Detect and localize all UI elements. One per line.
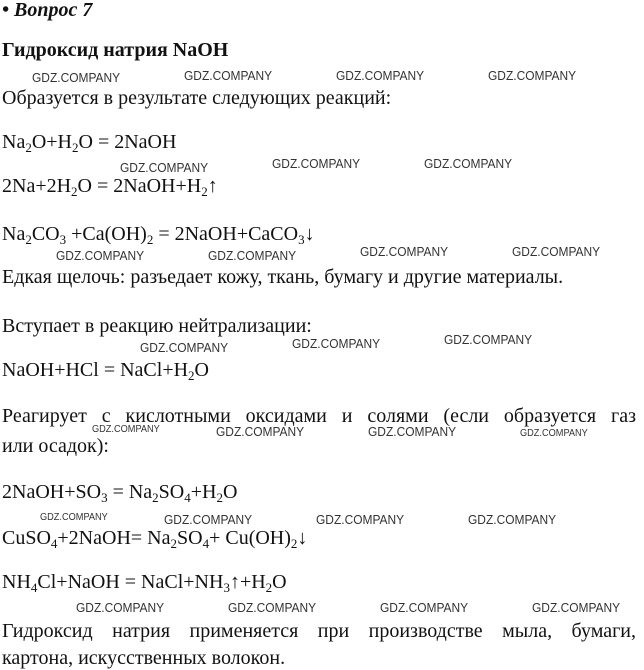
watermark: GDZ.COMPANY [32, 70, 121, 85]
question-heading: • Вопрос 7 [2, 0, 93, 21]
neutralization-text: Вступает в реакцию нейтрализации: [2, 315, 312, 337]
usage-text: Гидроксид натрия применяется при производстве мыла, бумаги, [2, 620, 636, 642]
watermark: GDZ.COMPANY [216, 424, 305, 439]
watermark: GDZ.COMPANY [368, 424, 457, 439]
reaction-7: $NH_4Cl+NaOH$ = $NaCl+NH_3↑+H_2O$ [2, 571, 287, 595]
watermark: GDZ.COMPANY [468, 512, 557, 527]
watermark: GDZ.COMPANY [164, 512, 253, 527]
watermark: GDZ.COMPANY [316, 512, 405, 527]
watermark: GDZ.COMPANY [40, 512, 108, 523]
watermark: GDZ.COMPANY [140, 340, 229, 355]
watermark: GDZ.COMPANY [184, 68, 273, 83]
watermark: GDZ.COMPANY [532, 600, 621, 615]
watermark: GDZ.COMPANY [380, 600, 469, 615]
watermark: GDZ.COMPANY [120, 160, 209, 175]
watermark: GDZ.COMPANY [92, 424, 160, 435]
watermark: GDZ.COMPANY [292, 336, 381, 351]
watermark: GDZ.COMPANY [512, 244, 601, 259]
reaction-2: $2Na+2H_2O$ = $2NaOH+H_2↑$ [2, 175, 218, 199]
watermark: GDZ.COMPANY [488, 68, 577, 83]
reaction-1: $Na_2O+H_2O$ = 2NaOH [2, 131, 177, 155]
caustic-text: Едкая щелочь: разъедает кожу, ткань, бумагу и другие материалы. [2, 266, 564, 288]
watermark: GDZ.COMPANY [520, 428, 588, 439]
formed-text: Образуется в результате следующих реакций: [2, 87, 392, 109]
usage-text-2: картона, искусственных волокон. [2, 647, 286, 669]
watermark: GDZ.COMPANY [208, 248, 297, 263]
watermark: GDZ.COMPANY [228, 600, 317, 615]
reaction-6: CuSO$_4$+2NaOH= $Na_2SO_4+$ $Cu(OH)_2↓$ [2, 527, 308, 551]
watermark: GDZ.COMPANY [56, 248, 145, 263]
reaction-4: NaOH+HCl = $NaCl+H_2O$ [2, 359, 209, 383]
reacts-text-2: или осадок): [2, 435, 109, 457]
watermark: GDZ.COMPANY [424, 156, 513, 171]
watermark: GDZ.COMPANY [360, 244, 449, 259]
reacts-text: Реагирует с кислотными оксидами и солями (если образуется газ [2, 405, 636, 427]
watermark: GDZ.COMPANY [272, 156, 361, 171]
watermark: GDZ.COMPANY [76, 600, 165, 615]
reaction-3: $Na_2CO_3 +Ca(OH)_2$ = 2NaOH+CaCO$_3$↓ [2, 223, 315, 247]
reaction-5: $2NaOH+SO_3 = Na_2SO_4+H_2O$ [2, 481, 238, 505]
watermark: GDZ.COMPANY [444, 332, 533, 347]
section-title: Гидроксид натрия NaOH [2, 39, 229, 61]
watermark: GDZ.COMPANY [336, 68, 425, 83]
